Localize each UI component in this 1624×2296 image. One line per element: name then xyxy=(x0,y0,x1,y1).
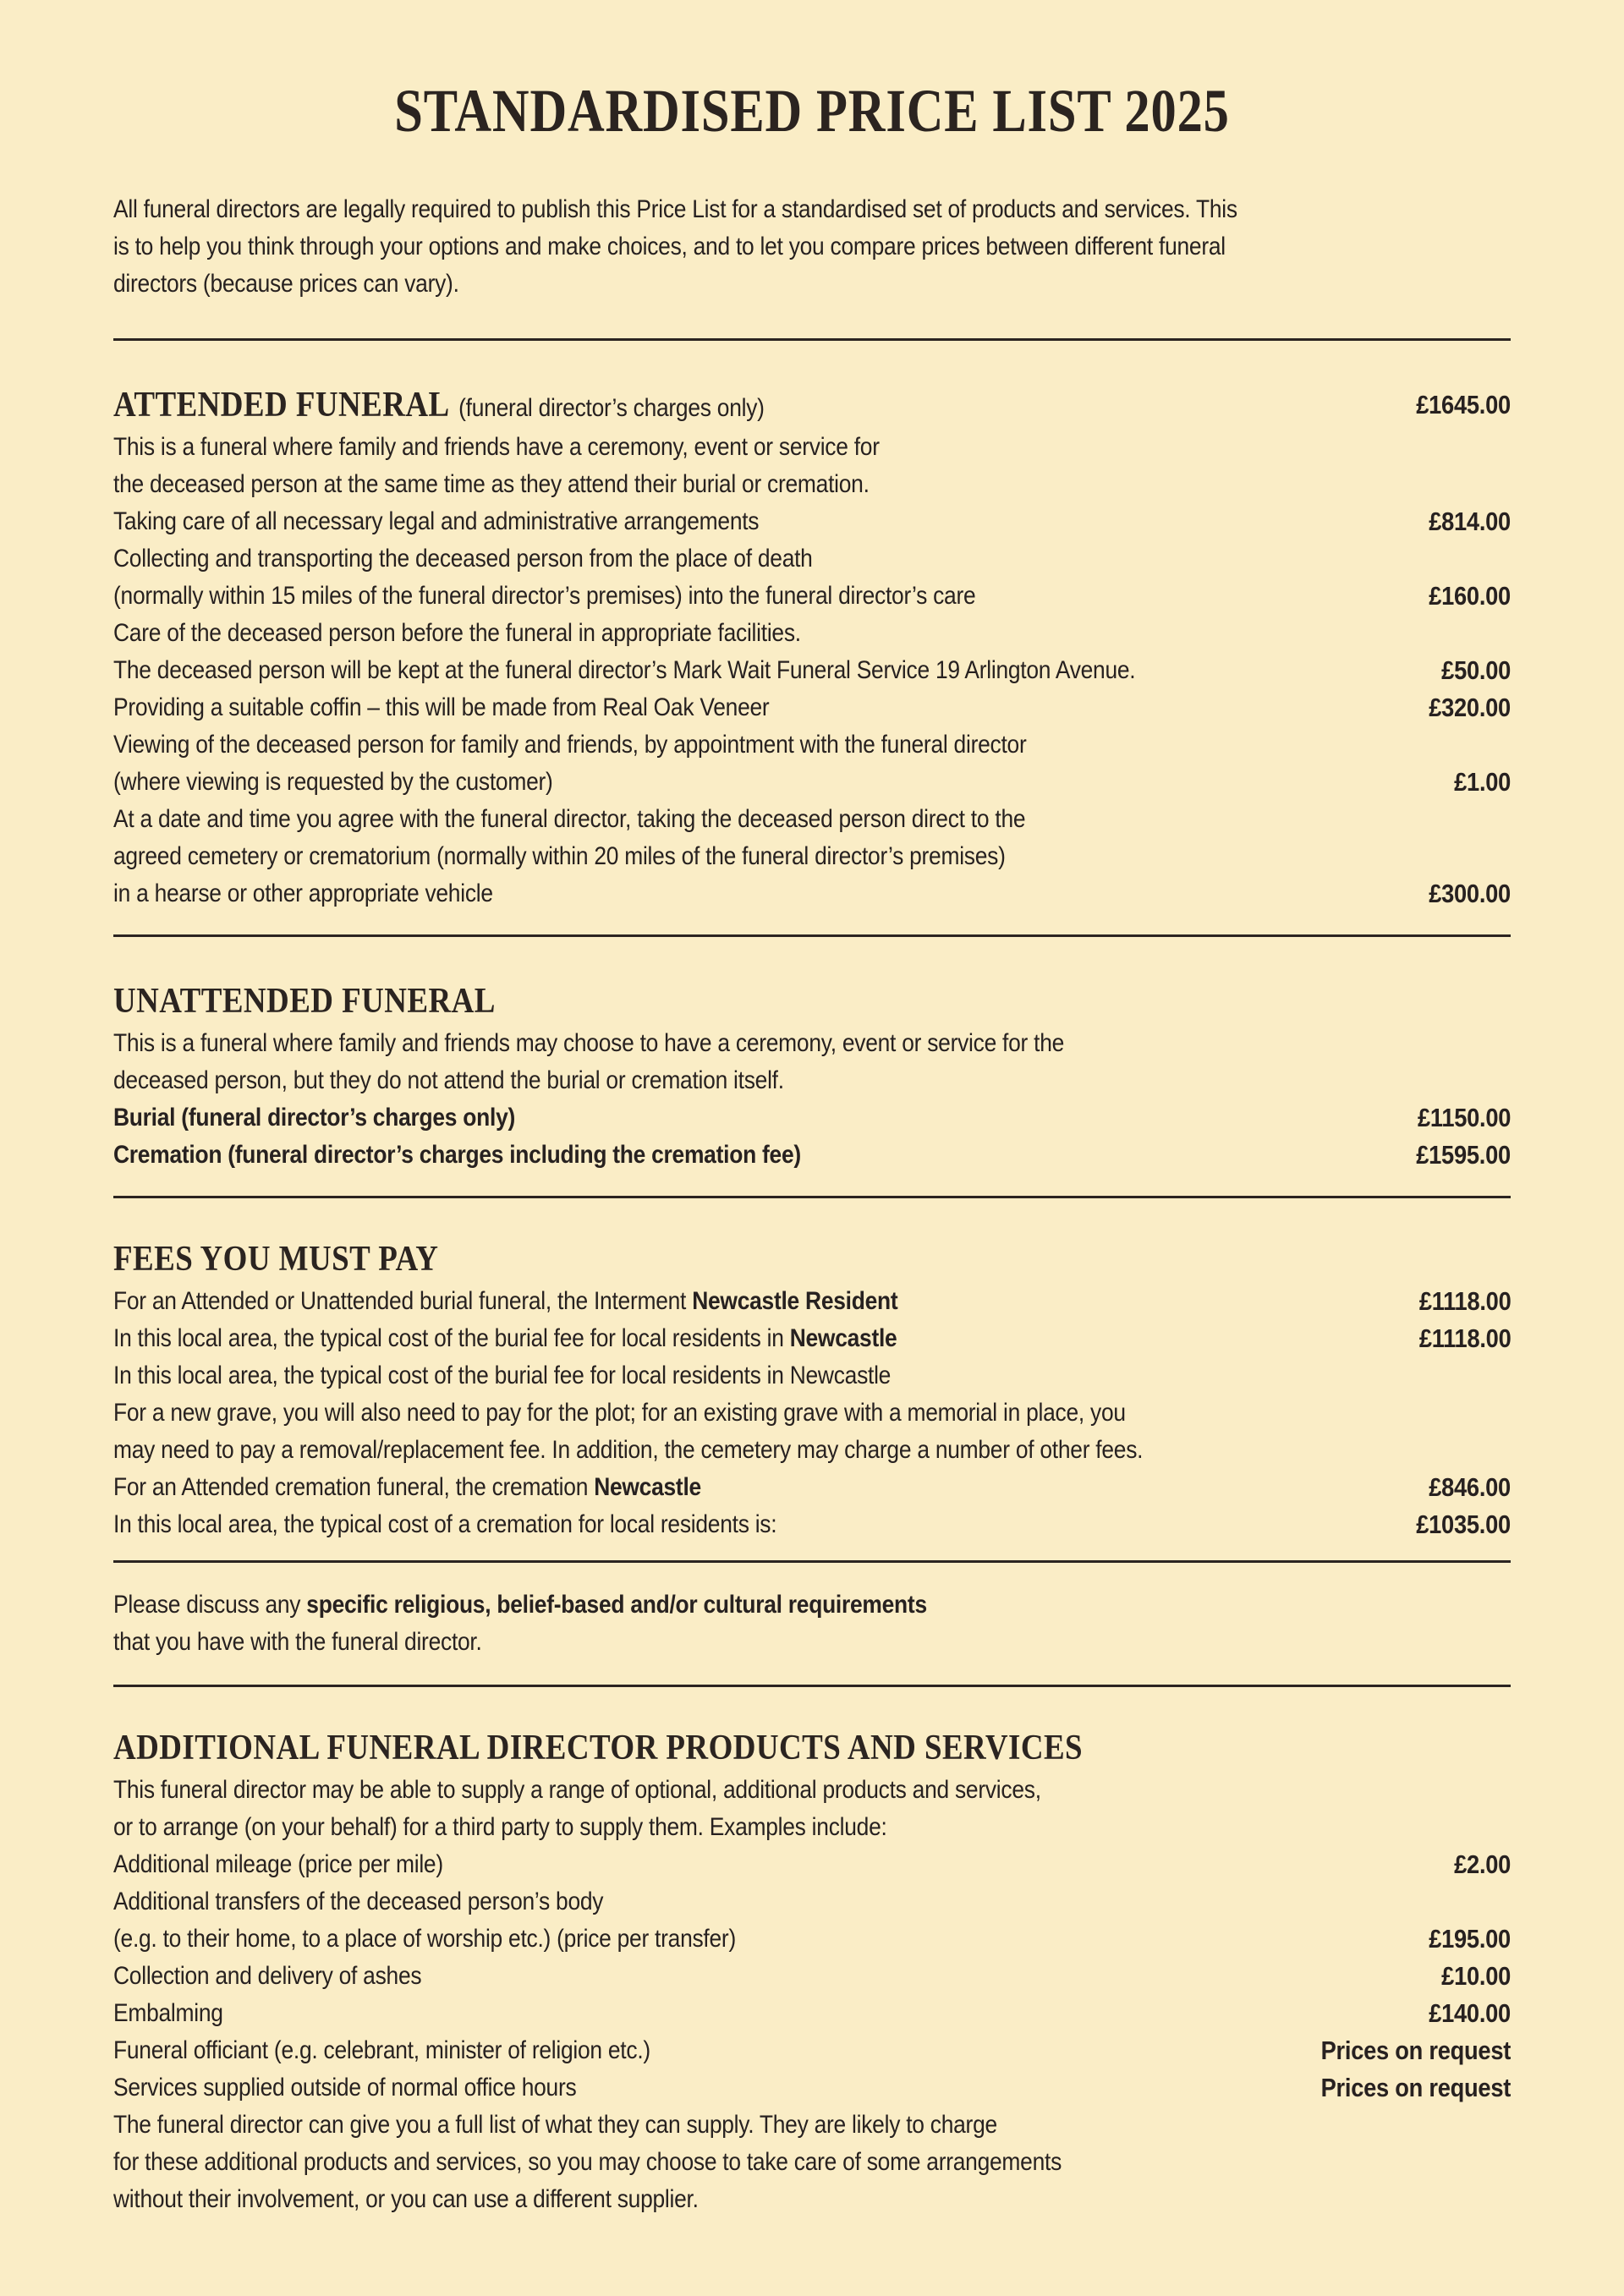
line-price: Prices on request xyxy=(1320,2073,1511,2103)
line-text xyxy=(113,1062,784,1099)
line-text xyxy=(113,2032,650,2069)
line-segment: that you have with the funeral director. xyxy=(113,1628,482,1657)
intro-line xyxy=(113,191,1511,228)
heading-text xyxy=(113,1236,438,1286)
price-line xyxy=(113,801,1511,838)
line-segment: the deceased person at the same time as they attend their burial or cremation. xyxy=(113,470,870,499)
price-line xyxy=(113,578,1511,615)
line-text xyxy=(113,652,1135,689)
price-line xyxy=(113,689,1511,726)
price-line xyxy=(113,1357,1511,1395)
price-line xyxy=(113,540,1511,578)
line-segment: in a hearse or other appropriate vehicle xyxy=(113,879,493,908)
line-segment-bold: Newcastle xyxy=(594,1473,701,1502)
line-segment: The deceased person will be kept at the funeral director’s Mark Wait Funeral Service 19 Arlington Avenue. xyxy=(113,656,1136,685)
price-line xyxy=(113,1958,1511,1995)
line-segment: For an Attended cremation funeral, the cremation xyxy=(113,1473,595,1502)
heading-suffix: (funeral director’s charges only) xyxy=(458,394,765,423)
heading-price: £1645.00 xyxy=(1416,390,1511,420)
line-segment: In this local area, the typical cost of a cremation for local residents is: xyxy=(113,1510,777,1539)
line-segment: In this local area, the typical cost of the burial fee for local residents in xyxy=(113,1324,790,1353)
section-divider xyxy=(113,1196,1511,1198)
line-price: £1595.00 xyxy=(1416,1140,1511,1170)
heading-text xyxy=(113,978,496,1028)
line-price: £1118.00 xyxy=(1418,1286,1511,1317)
line-segment: Additional mileage (price per mile) xyxy=(113,1850,443,1879)
section-divider xyxy=(113,1685,1511,1687)
line-segment: Collection and delivery of ashes xyxy=(113,1962,422,1991)
price-line xyxy=(113,1320,1511,1357)
price-line xyxy=(113,652,1511,689)
price-line xyxy=(113,764,1511,801)
section-divider xyxy=(113,934,1511,937)
line-segment: Providing a suitable coffin – this will be made from Real Oak Veneer xyxy=(113,693,770,722)
line-text xyxy=(113,1395,1126,1432)
section-heading-row xyxy=(113,1724,1511,1772)
line-text xyxy=(113,1995,223,2032)
price-line xyxy=(113,838,1511,875)
intro-line-text: is to help you think through your options and make choices, and to let you compare prices between different funeral xyxy=(113,233,1226,261)
line-segment: without their involvement, or you can use a different supplier. xyxy=(113,2185,699,2214)
line-segment: Additional transfers of the deceased person’s body xyxy=(113,1888,604,1916)
heading-text xyxy=(113,381,765,432)
price-line xyxy=(113,1506,1511,1543)
price-line xyxy=(113,1995,1511,2032)
section-heading-row xyxy=(113,381,1511,429)
price-line xyxy=(113,1921,1511,1958)
line-segment: (normally within 15 miles of the funeral director’s premises) into the funeral director’s care xyxy=(113,582,976,611)
line-text xyxy=(113,1283,897,1320)
line-segment: for these additional products and services, so you may choose to take care of some arrangements xyxy=(113,2148,1062,2177)
line-segment: Care of the deceased person before the funeral in appropriate facilities. xyxy=(113,619,801,648)
line-segment-bold: specific religious, belief-based and/or cultural requirements xyxy=(306,1591,927,1619)
line-text xyxy=(113,466,870,503)
line-segment-bold: Burial (funeral director’s charges only) xyxy=(113,1104,516,1132)
line-segment: For an Attended or Unattended burial funeral, the Interment xyxy=(113,1287,693,1316)
price-line xyxy=(113,2181,1511,2218)
intro-line xyxy=(113,228,1511,266)
line-text xyxy=(113,689,769,726)
line-text xyxy=(113,1624,482,1661)
page-title: STANDARDISED PRICE LIST 2025 xyxy=(394,77,1230,145)
price-line xyxy=(113,1137,1511,1174)
line-text xyxy=(113,801,1025,838)
line-price: £1035.00 xyxy=(1416,1510,1511,1540)
price-line xyxy=(113,466,1511,503)
intro-paragraph xyxy=(113,191,1511,303)
price-line xyxy=(113,2069,1511,2107)
line-segment: This funeral director may be able to supply a range of optional, additional products and services, xyxy=(113,1776,1041,1805)
line-price: £1.00 xyxy=(1454,767,1511,797)
price-line xyxy=(113,1809,1511,1846)
section-additional-products-services xyxy=(113,1724,1511,2218)
section-heading: UNATTENDED FUNERAL xyxy=(113,982,496,1022)
line-price: £300.00 xyxy=(1429,879,1511,909)
line-segment: or to arrange (on your behalf) for a third party to supply them. Examples include: xyxy=(113,1813,887,1842)
line-text xyxy=(113,1506,776,1543)
line-text xyxy=(113,429,880,466)
price-line xyxy=(113,1025,1511,1062)
heading-text xyxy=(113,1724,1083,1775)
line-price: £140.00 xyxy=(1429,1998,1511,2029)
line-segment: (e.g. to their home, to a place of worship etc.) (price per transfer) xyxy=(113,1925,736,1954)
section-heading: FEES YOU MUST PAY xyxy=(113,1240,439,1280)
line-segment: Viewing of the deceased person for family and friends, by appointment with the funeral director xyxy=(113,731,1027,759)
line-text xyxy=(113,1432,1143,1469)
line-text xyxy=(113,1025,1064,1062)
section-heading-row xyxy=(113,978,1511,1025)
line-segment: This is a funeral where family and friends have a ceremony, event or service for xyxy=(113,433,880,462)
line-segment: (where viewing is requested by the customer) xyxy=(113,768,553,797)
line-text xyxy=(113,1137,801,1174)
price-line xyxy=(113,726,1511,764)
line-text xyxy=(113,2107,997,2144)
line-segment: Embalming xyxy=(113,1999,223,2028)
section-attended-funeral xyxy=(113,381,1511,912)
line-segment-bold: Newcastle xyxy=(789,1324,897,1353)
price-line xyxy=(113,2144,1511,2181)
line-text xyxy=(113,1099,515,1137)
line-price: £320.00 xyxy=(1429,693,1511,723)
price-line xyxy=(113,875,1511,912)
price-line xyxy=(113,1772,1511,1809)
price-line xyxy=(113,1062,1511,1099)
line-segment: Services supplied outside of normal office hours xyxy=(113,2074,577,2102)
line-text xyxy=(113,540,813,578)
line-text xyxy=(113,2069,576,2107)
line-price: £2.00 xyxy=(1454,1849,1511,1880)
line-price: £846.00 xyxy=(1429,1472,1511,1503)
line-text xyxy=(113,1809,887,1846)
price-line xyxy=(113,1283,1511,1320)
line-price: £1118.00 xyxy=(1418,1323,1511,1354)
line-segment: agreed cemetery or crematorium (normally within 20 miles of the funeral director’s premises) xyxy=(113,842,1006,871)
line-price: £1150.00 xyxy=(1417,1103,1511,1133)
line-segment: This is a funeral where family and friends may choose to have a ceremony, event or service for the xyxy=(113,1029,1065,1058)
section-heading: ADDITIONAL FUNERAL DIRECTOR PRODUCTS AND SERVICES xyxy=(113,1729,1084,1768)
line-text xyxy=(113,615,801,652)
intro-line-text: directors (because prices can vary). xyxy=(113,270,459,299)
price-line xyxy=(113,503,1511,540)
note-line xyxy=(113,1586,1511,1624)
line-text xyxy=(113,503,759,540)
price-line xyxy=(113,1846,1511,1883)
line-segment: may need to pay a removal/replacement fee. In addition, the cemetery may charge a number of other fees. xyxy=(113,1436,1144,1465)
price-line xyxy=(113,1432,1511,1469)
price-line xyxy=(113,1395,1511,1432)
price-line xyxy=(113,1469,1511,1506)
line-text xyxy=(113,2181,699,2218)
line-text xyxy=(113,1958,421,1995)
line-text xyxy=(113,1357,891,1395)
line-text xyxy=(113,578,975,615)
section-divider xyxy=(113,338,1511,341)
section-fees-you-must-pay xyxy=(113,1236,1511,1543)
intro-line xyxy=(113,266,1511,303)
line-segment: Please discuss any xyxy=(113,1591,307,1619)
line-segment: Collecting and transporting the deceased person from the place of death xyxy=(113,545,813,573)
price-line xyxy=(113,429,1511,466)
line-segment-bold: Newcastle Resident xyxy=(692,1287,898,1316)
line-segment: In this local area, the typical cost of the burial fee for local residents in Newcastle xyxy=(113,1362,892,1390)
line-text xyxy=(113,1469,701,1506)
line-text xyxy=(113,1320,897,1357)
intro-line-text: All funeral directors are legally required to publish this Price List for a standardised set of products and services. This xyxy=(113,195,1237,224)
line-text xyxy=(113,726,1026,764)
price-line xyxy=(113,615,1511,652)
note-line xyxy=(113,1624,1511,1661)
line-text xyxy=(113,838,1006,875)
line-price: £50.00 xyxy=(1441,655,1511,686)
line-text xyxy=(113,1772,1041,1809)
line-price: Prices on request xyxy=(1320,2036,1511,2066)
line-price: £195.00 xyxy=(1429,1924,1511,1954)
line-price: £10.00 xyxy=(1441,1961,1511,1992)
section-heading-row xyxy=(113,1236,1511,1283)
line-text xyxy=(113,764,553,801)
line-text xyxy=(113,2144,1062,2181)
line-text xyxy=(113,1586,927,1624)
line-price: £814.00 xyxy=(1429,507,1511,537)
line-text xyxy=(113,875,493,912)
line-segment: The funeral director can give you a full list of what they can supply. They are likely to charge xyxy=(113,2111,997,2140)
line-segment-bold: Cremation (funeral director’s charges including the cremation fee) xyxy=(113,1141,801,1170)
line-segment: Taking care of all necessary legal and administrative arrangements xyxy=(113,507,760,536)
line-segment: At a date and time you agree with the funeral director, taking the deceased person direct to the xyxy=(113,805,1026,834)
price-line xyxy=(113,1883,1511,1921)
line-text xyxy=(113,1921,736,1958)
price-line xyxy=(113,2107,1511,2144)
line-text xyxy=(113,1883,603,1921)
section-heading: ATTENDED FUNERAL xyxy=(113,386,450,425)
line-segment: For a new grave, you will also need to pay for the plot; for an existing grave with a memorial in place, you xyxy=(113,1399,1126,1427)
price-line xyxy=(113,1099,1511,1137)
section-divider xyxy=(113,1560,1511,1563)
religious-requirements-note xyxy=(113,1586,1511,1661)
line-price: £160.00 xyxy=(1429,581,1511,611)
line-segment: Funeral officiant (e.g. celebrant, minister of religion etc.) xyxy=(113,2036,650,2065)
line-text xyxy=(113,1846,443,1883)
price-line xyxy=(113,2032,1511,2069)
line-segment: deceased person, but they do not attend the burial or cremation itself. xyxy=(113,1066,784,1095)
section-unattended-funeral xyxy=(113,978,1511,1174)
